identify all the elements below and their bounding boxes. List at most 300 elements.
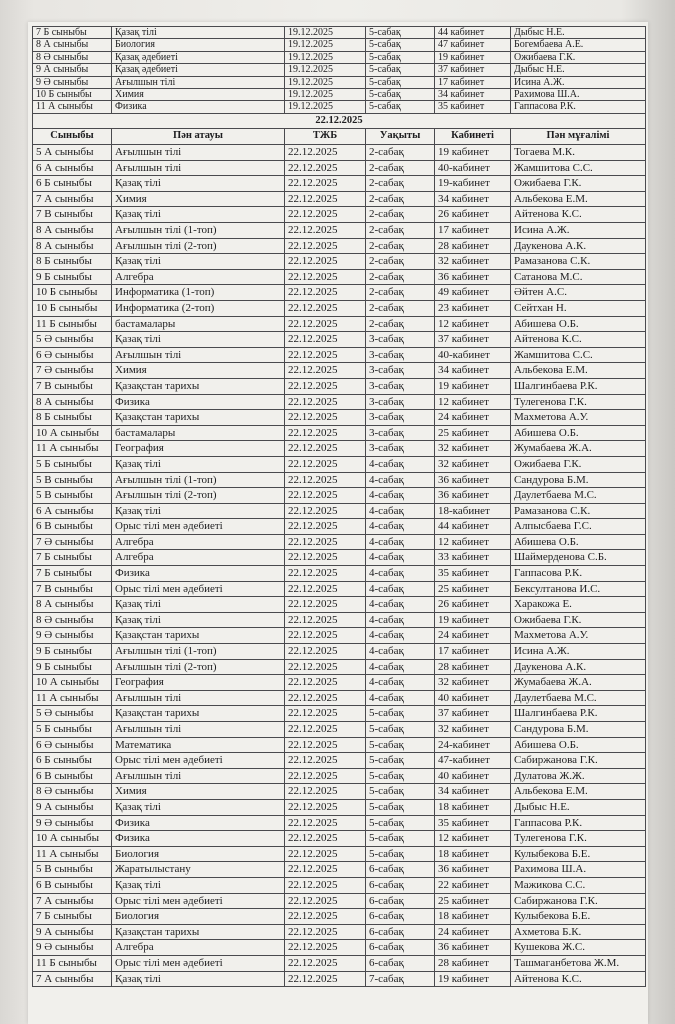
cell-teacher: Бексултанова И.С. — [511, 581, 646, 597]
cell-lesson: 5-сабақ — [366, 737, 435, 753]
cell-date: 22.12.2025 — [285, 534, 366, 550]
cell-room: 24 кабинет — [435, 924, 511, 940]
cell-room: 32 кабинет — [435, 722, 511, 738]
table-row — [33, 300, 646, 316]
cell-lesson: 4-сабақ — [366, 597, 435, 613]
cell-subject: Орыс тілі мен әдебиеті — [112, 519, 285, 535]
header-teacher: Пән мұғалімі — [511, 129, 646, 145]
cell-teacher: Тулегенова Г.К. — [511, 394, 646, 410]
cell-room: 24 кабинет — [435, 410, 511, 426]
cell-teacher: Жамшитова С.С. — [511, 160, 646, 176]
table-row — [33, 191, 646, 207]
cell-teacher: Даулетбаева М.С. — [511, 488, 646, 504]
cell-class: 7 Ә сыныбы — [33, 363, 112, 379]
cell-subject: Орыс тілі мен әдебиеті — [112, 955, 285, 971]
cell-date: 19.12.2025 — [285, 27, 366, 39]
header-class: Сыныбы — [33, 129, 112, 145]
cell-class: 5 Б сыныбы — [33, 722, 112, 738]
cell-teacher: Альбекова Е.М. — [511, 784, 646, 800]
cell-subject: Биология — [112, 846, 285, 862]
cell-teacher: Алпысбаева Г.С. — [511, 519, 646, 535]
cell-room: 17 кабинет — [435, 223, 511, 239]
cell-class: 9 Б сыныбы — [33, 269, 112, 285]
table-row — [33, 815, 646, 831]
cell-date: 22.12.2025 — [285, 472, 366, 488]
cell-class: 11 Б сыныбы — [33, 316, 112, 332]
cell-class: 11 А сыныбы — [33, 846, 112, 862]
cell-teacher: Абишева О.Б. — [511, 316, 646, 332]
table-row — [33, 488, 646, 504]
table-row — [33, 534, 646, 550]
cell-lesson: 4-сабақ — [366, 519, 435, 535]
table-row — [33, 160, 646, 176]
cell-subject: Қазақ әдебиеті — [112, 64, 285, 76]
table-row — [33, 332, 646, 348]
cell-subject: Алгебра — [112, 269, 285, 285]
date-heading-row — [33, 113, 646, 129]
table-row — [33, 89, 646, 101]
cell-teacher: Сандурова Б.М. — [511, 472, 646, 488]
table-row — [33, 706, 646, 722]
cell-teacher: Дулатова Ж.Ж. — [511, 768, 646, 784]
cell-date: 22.12.2025 — [285, 191, 366, 207]
table-row — [33, 76, 646, 88]
cell-room: 36 кабинет — [435, 940, 511, 956]
cell-subject: Орыс тілі мен әдебиеті — [112, 581, 285, 597]
cell-room: 36 кабинет — [435, 862, 511, 878]
cell-lesson: 3-сабақ — [366, 441, 435, 457]
cell-room: 19 кабинет — [435, 612, 511, 628]
cell-lesson: 5-сабақ — [366, 784, 435, 800]
header-subject: Пән атауы — [112, 129, 285, 145]
table-row — [33, 784, 646, 800]
cell-subject: Орыс тілі мен әдебиеті — [112, 893, 285, 909]
cell-room: 37 кабинет — [435, 706, 511, 722]
cell-teacher: Шалгинбаева Р.К. — [511, 378, 646, 394]
table-row — [33, 254, 646, 270]
cell-teacher: Даукенова А.К. — [511, 238, 646, 254]
cell-lesson: 4-сабақ — [366, 659, 435, 675]
cell-subject: Ағылшын тілі — [112, 160, 285, 176]
cell-room: 32 кабинет — [435, 254, 511, 270]
cell-subject: Қазақстан тарихы — [112, 706, 285, 722]
table-row — [33, 64, 646, 76]
table-row — [33, 690, 646, 706]
cell-lesson: 5-сабақ — [366, 815, 435, 831]
table-row — [33, 316, 646, 332]
cell-subject: Қазақ тілі — [112, 971, 285, 987]
cell-subject: Ағылшын тілі — [112, 145, 285, 161]
cell-subject: Ағылшын тілі — [112, 347, 285, 363]
cell-date: 22.12.2025 — [285, 893, 366, 909]
cell-date: 22.12.2025 — [285, 394, 366, 410]
cell-subject: Қазақ тілі — [112, 503, 285, 519]
cell-class: 6 Ә сыныбы — [33, 737, 112, 753]
cell-room: 37 кабинет — [435, 64, 511, 76]
cell-class: 5 Ә сыныбы — [33, 706, 112, 722]
cell-teacher: Кушекова Ж.С. — [511, 940, 646, 956]
cell-subject: География — [112, 441, 285, 457]
cell-lesson: 4-сабақ — [366, 503, 435, 519]
cell-room: 18 кабинет — [435, 799, 511, 815]
cell-date: 22.12.2025 — [285, 441, 366, 457]
cell-class: 9 Ә сыныбы — [33, 940, 112, 956]
cell-class: 6 В сыныбы — [33, 877, 112, 893]
cell-class: 7 Б сыныбы — [33, 566, 112, 582]
cell-lesson: 4-сабақ — [366, 488, 435, 504]
cell-room: 19 кабинет — [435, 378, 511, 394]
cell-subject: Химия — [112, 363, 285, 379]
cell-class: 8 Б сыныбы — [33, 254, 112, 270]
cell-date: 22.12.2025 — [285, 269, 366, 285]
table-row — [33, 207, 646, 223]
cell-class: 7 Б сыныбы — [33, 550, 112, 566]
cell-date: 22.12.2025 — [285, 815, 366, 831]
cell-teacher: Исина А.Ж. — [511, 644, 646, 660]
cell-date: 22.12.2025 — [285, 581, 366, 597]
cell-lesson: 3-сабақ — [366, 425, 435, 441]
cell-room: 26 кабинет — [435, 207, 511, 223]
cell-subject: Биология — [112, 39, 285, 51]
table-row — [33, 644, 646, 660]
cell-subject: Алгебра — [112, 940, 285, 956]
table-row — [33, 737, 646, 753]
cell-lesson: 3-сабақ — [366, 394, 435, 410]
cell-date: 22.12.2025 — [285, 519, 366, 535]
cell-lesson: 6-сабақ — [366, 862, 435, 878]
cell-subject: Биология — [112, 909, 285, 925]
cell-class: 11 А сыныбы — [33, 690, 112, 706]
cell-room: 12 кабинет — [435, 534, 511, 550]
cell-teacher: Мажикова С.С. — [511, 877, 646, 893]
cell-teacher: Харакожа Е. — [511, 597, 646, 613]
cell-lesson: 4-сабақ — [366, 534, 435, 550]
cell-teacher: Абишева О.Б. — [511, 425, 646, 441]
cell-date: 22.12.2025 — [285, 347, 366, 363]
table-row — [33, 347, 646, 363]
cell-date: 22.12.2025 — [285, 644, 366, 660]
cell-date: 22.12.2025 — [285, 488, 366, 504]
cell-teacher: Әйтен А.С. — [511, 285, 646, 301]
cell-room: 40-кабинет — [435, 347, 511, 363]
cell-subject: Жаратылыстану — [112, 862, 285, 878]
cell-room: 18 кабинет — [435, 846, 511, 862]
cell-subject: Ағылшын тілі — [112, 768, 285, 784]
cell-subject: Математика — [112, 737, 285, 753]
cell-lesson: 2-сабақ — [366, 285, 435, 301]
cell-subject: Ағылшын тілі (2-топ) — [112, 238, 285, 254]
cell-room: 34 кабинет — [435, 191, 511, 207]
table-row — [33, 27, 646, 39]
cell-room: 23 кабинет — [435, 300, 511, 316]
cell-date: 22.12.2025 — [285, 363, 366, 379]
table-row — [33, 955, 646, 971]
cell-subject: Қазақстан тарихы — [112, 628, 285, 644]
table-row — [33, 285, 646, 301]
table-row — [33, 550, 646, 566]
cell-subject: География — [112, 675, 285, 691]
table-row — [33, 924, 646, 940]
cell-class: 10 Б сыныбы — [33, 300, 112, 316]
exam-schedule-table — [32, 26, 646, 987]
cell-subject: Қазақ тілі — [112, 27, 285, 39]
cell-subject: бастамалары — [112, 316, 285, 332]
cell-room: 28 кабинет — [435, 955, 511, 971]
cell-date: 22.12.2025 — [285, 145, 366, 161]
table-row — [33, 675, 646, 691]
cell-class: 9 Ә сыныбы — [33, 628, 112, 644]
cell-date: 22.12.2025 — [285, 955, 366, 971]
cell-subject: Орыс тілі мен әдебиеті — [112, 753, 285, 769]
cell-teacher: Гаппасова Р.К. — [511, 101, 646, 113]
table-row — [33, 378, 646, 394]
cell-teacher: Богембаева А.Е. — [511, 39, 646, 51]
cell-class: 7 В сыныбы — [33, 207, 112, 223]
cell-room: 40-кабинет — [435, 160, 511, 176]
cell-class: 8 А сыныбы — [33, 238, 112, 254]
cell-teacher: Альбекова Е.М. — [511, 191, 646, 207]
table-row — [33, 101, 646, 113]
cell-lesson: 5-сабақ — [366, 76, 435, 88]
cell-teacher: Исина А.Ж. — [511, 76, 646, 88]
table-row — [33, 831, 646, 847]
cell-date: 19.12.2025 — [285, 64, 366, 76]
cell-room: 34 кабинет — [435, 89, 511, 101]
date-heading: 22.12.2025 — [33, 113, 646, 129]
cell-room: 36 кабинет — [435, 269, 511, 285]
cell-lesson: 5-сабақ — [366, 89, 435, 101]
cell-room: 25 кабинет — [435, 581, 511, 597]
cell-room: 34 кабинет — [435, 363, 511, 379]
cell-class: 7 Б сыныбы — [33, 909, 112, 925]
cell-date: 22.12.2025 — [285, 768, 366, 784]
cell-teacher: Даукенова А.К. — [511, 659, 646, 675]
cell-room: 36 кабинет — [435, 488, 511, 504]
cell-date: 22.12.2025 — [285, 597, 366, 613]
cell-lesson: 6-сабақ — [366, 877, 435, 893]
header-date: ТЖБ — [285, 129, 366, 145]
cell-room: 25 кабинет — [435, 425, 511, 441]
cell-room: 12 кабинет — [435, 831, 511, 847]
cell-date: 22.12.2025 — [285, 628, 366, 644]
table-row — [33, 51, 646, 63]
cell-class: 5 В сыныбы — [33, 472, 112, 488]
cell-lesson: 4-сабақ — [366, 550, 435, 566]
cell-lesson: 4-сабақ — [366, 675, 435, 691]
cell-room: 19 кабинет — [435, 971, 511, 987]
cell-date: 22.12.2025 — [285, 846, 366, 862]
cell-class: 8 Б сыныбы — [33, 410, 112, 426]
cell-subject: Ағылшын тілі (1-топ) — [112, 472, 285, 488]
cell-lesson: 2-сабақ — [366, 223, 435, 239]
cell-class: 5 Б сыныбы — [33, 456, 112, 472]
main-rows — [33, 113, 646, 986]
cell-date: 19.12.2025 — [285, 51, 366, 63]
cell-room: 35 кабинет — [435, 815, 511, 831]
cell-lesson: 3-сабақ — [366, 347, 435, 363]
cell-lesson: 5-сабақ — [366, 101, 435, 113]
cell-subject: Қазақ тілі — [112, 612, 285, 628]
cell-lesson: 4-сабақ — [366, 566, 435, 582]
cell-class: 7 В сыныбы — [33, 581, 112, 597]
cell-subject: Ағылшын тілі — [112, 690, 285, 706]
cell-teacher: Рахимова Ш.А. — [511, 862, 646, 878]
cell-teacher: Ожибаева Г.К. — [511, 176, 646, 192]
cell-class: 9 Ә сыныбы — [33, 815, 112, 831]
cell-class: 6 А сыныбы — [33, 160, 112, 176]
cell-lesson: 6-сабақ — [366, 909, 435, 925]
table-row — [33, 176, 646, 192]
cell-room: 28 кабинет — [435, 659, 511, 675]
cell-teacher: Альбекова Е.М. — [511, 363, 646, 379]
cell-date: 22.12.2025 — [285, 940, 366, 956]
cell-subject: Физика — [112, 101, 285, 113]
cell-teacher: Сандурова Б.М. — [511, 722, 646, 738]
cell-subject: Ағылшын тілі (2-топ) — [112, 488, 285, 504]
cell-date: 22.12.2025 — [285, 971, 366, 987]
cell-teacher: Ахметова Б.К. — [511, 924, 646, 940]
cell-lesson: 5-сабақ — [366, 799, 435, 815]
cell-room: 35 кабинет — [435, 566, 511, 582]
table-row — [33, 425, 646, 441]
cell-room: 26 кабинет — [435, 597, 511, 613]
cell-room: 28 кабинет — [435, 238, 511, 254]
cell-teacher: Жумабаева Ж.А. — [511, 441, 646, 457]
cell-class: 6 Б сыныбы — [33, 753, 112, 769]
table-row — [33, 456, 646, 472]
cell-room: 22 кабинет — [435, 877, 511, 893]
cell-lesson: 6-сабақ — [366, 893, 435, 909]
cell-room: 19-кабинет — [435, 176, 511, 192]
cell-subject: Ағылшын тілі (2-топ) — [112, 659, 285, 675]
cell-teacher: Тогаева М.К. — [511, 145, 646, 161]
cell-subject: Химия — [112, 191, 285, 207]
cell-lesson: 2-сабақ — [366, 145, 435, 161]
table-row — [33, 269, 646, 285]
cell-subject: Қазақ тілі — [112, 456, 285, 472]
cell-class: 5 В сыныбы — [33, 488, 112, 504]
cell-subject: Ағылшын тілі — [112, 722, 285, 738]
cell-teacher: Ожибаева Г.К. — [511, 612, 646, 628]
cell-class: 10 Б сыныбы — [33, 89, 112, 101]
cell-teacher: Рамазанова С.К. — [511, 503, 646, 519]
cell-date: 19.12.2025 — [285, 89, 366, 101]
cell-teacher: Абишева О.Б. — [511, 534, 646, 550]
cell-lesson: 2-сабақ — [366, 269, 435, 285]
cell-lesson: 4-сабақ — [366, 644, 435, 660]
cell-lesson: 5-сабақ — [366, 722, 435, 738]
cell-class: 7 В сыныбы — [33, 378, 112, 394]
cell-lesson: 2-сабақ — [366, 176, 435, 192]
cell-class: 7 А сыныбы — [33, 893, 112, 909]
cell-class: 11 А сыныбы — [33, 101, 112, 113]
cell-lesson: 7-сабақ — [366, 971, 435, 987]
table-row — [33, 39, 646, 51]
cell-teacher: Айтенова К.С. — [511, 332, 646, 348]
cell-subject: Ағылшын тілі (1-топ) — [112, 644, 285, 660]
cell-date: 22.12.2025 — [285, 378, 366, 394]
table-row — [33, 410, 646, 426]
cell-lesson: 2-сабақ — [366, 238, 435, 254]
cell-room: 18 кабинет — [435, 909, 511, 925]
cell-teacher: Сатанова М.С. — [511, 269, 646, 285]
cell-lesson: 6-сабақ — [366, 940, 435, 956]
cell-room: 32 кабинет — [435, 675, 511, 691]
cell-lesson: 5-сабақ — [366, 706, 435, 722]
cell-subject: Қазақ тілі — [112, 254, 285, 270]
cell-class: 6 В сыныбы — [33, 519, 112, 535]
cell-class: 10 А сыныбы — [33, 831, 112, 847]
cell-lesson: 6-сабақ — [366, 924, 435, 940]
cell-subject: Физика — [112, 831, 285, 847]
cell-lesson: 3-сабақ — [366, 363, 435, 379]
cell-subject: Қазақ тілі — [112, 597, 285, 613]
table-row — [33, 566, 646, 582]
cell-date: 22.12.2025 — [285, 425, 366, 441]
cell-room: 32 кабинет — [435, 441, 511, 457]
cell-teacher: Жамшитова С.С. — [511, 347, 646, 363]
cell-lesson: 6-сабақ — [366, 955, 435, 971]
cell-class: 6 А сыныбы — [33, 503, 112, 519]
cell-subject: Қазақ тілі — [112, 799, 285, 815]
cell-room: 34 кабинет — [435, 784, 511, 800]
cell-subject: Физика — [112, 815, 285, 831]
cell-subject: Қазақ тілі — [112, 176, 285, 192]
header-room: Кабинеті — [435, 129, 511, 145]
cell-class: 7 Б сыныбы — [33, 27, 112, 39]
cell-date: 22.12.2025 — [285, 238, 366, 254]
cell-subject: Физика — [112, 394, 285, 410]
cell-date: 22.12.2025 — [285, 612, 366, 628]
cell-lesson: 4-сабақ — [366, 690, 435, 706]
cell-subject: Ағылшын тілі (1-топ) — [112, 223, 285, 239]
table-row — [33, 971, 646, 987]
cell-date: 22.12.2025 — [285, 799, 366, 815]
cell-date: 19.12.2025 — [285, 76, 366, 88]
cell-subject: Қазақ тілі — [112, 877, 285, 893]
cell-date: 22.12.2025 — [285, 737, 366, 753]
table-row — [33, 503, 646, 519]
cell-subject: Қазақ әдебиеті — [112, 51, 285, 63]
cell-subject: Ағылшын тілі — [112, 76, 285, 88]
table-row — [33, 597, 646, 613]
cell-class: 7 А сыныбы — [33, 191, 112, 207]
cell-lesson: 5-сабақ — [366, 846, 435, 862]
cell-room: 19 кабинет — [435, 145, 511, 161]
cell-teacher: Шалгинбаева Р.К. — [511, 706, 646, 722]
cell-subject: Химия — [112, 89, 285, 101]
cell-class: 6 Б сыныбы — [33, 176, 112, 192]
cell-class: 8 А сыныбы — [33, 394, 112, 410]
cell-lesson: 5-сабақ — [366, 831, 435, 847]
cell-class: 9 А сыныбы — [33, 924, 112, 940]
cell-lesson: 2-сабақ — [366, 300, 435, 316]
cell-date: 22.12.2025 — [285, 176, 366, 192]
cell-date: 22.12.2025 — [285, 706, 366, 722]
table-row — [33, 659, 646, 675]
cell-room: 24-кабинет — [435, 737, 511, 753]
table-row — [33, 753, 646, 769]
cell-teacher: Ташмаганбетова Ж.М. — [511, 955, 646, 971]
cell-teacher: Айтенова К.С. — [511, 207, 646, 223]
table-row — [33, 877, 646, 893]
cell-lesson: 2-сабақ — [366, 160, 435, 176]
table-row — [33, 940, 646, 956]
table-row — [33, 862, 646, 878]
cell-lesson: 2-сабақ — [366, 316, 435, 332]
cell-teacher: Жумабаева Ж.А. — [511, 675, 646, 691]
cell-class: 9 А сыныбы — [33, 799, 112, 815]
